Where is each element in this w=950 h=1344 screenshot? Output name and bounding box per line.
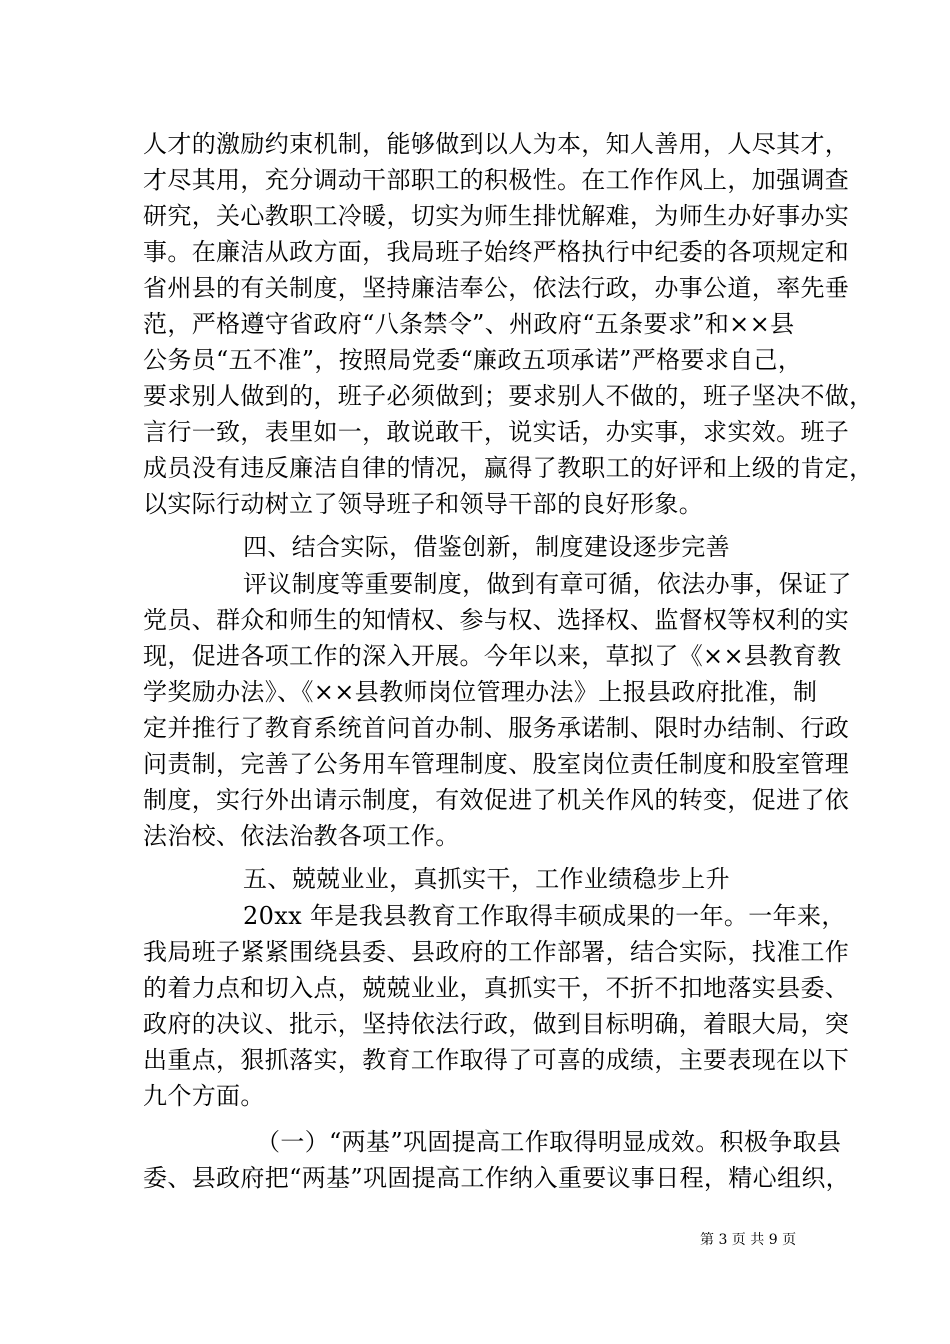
text-line: 的着力点和切入点，兢兢业业，真抓实干，不折不扣地落实县委、 xyxy=(143,974,850,1002)
text-line: 范，严格遵守省政府“八条禁令”、州政府“五条要求”和××县 xyxy=(143,310,795,338)
text-line: 委、县政府把“两基”巩固提高工作纳入重要议事日程，精心组织， xyxy=(143,1164,851,1192)
text-line: 人才的激励约束机制，能够做到以人为本，知人善用，人尽其才， xyxy=(143,130,850,158)
text-line: 问责制，完善了公务用车管理制度、股室岗位责任制度和股室管理 xyxy=(143,750,850,778)
section-heading: 五、兢兢业业，真抓实干，工作业绩稳步上升 xyxy=(243,865,730,893)
text-line: 政府的决议、批示，坚持依法行政，做到目标明确，着眼大局，突 xyxy=(143,1010,850,1038)
text-line: 成员没有违反廉洁自律的情况，赢得了教职工的好评和上级的肯定， xyxy=(143,454,874,482)
text-line: 学奖励办法》、《××县教师岗位管理办法》上报县政府批准，制 xyxy=(143,678,818,706)
text-line: 以实际行动树立了领导班子和领导干部的良好形象。 xyxy=(143,490,704,518)
text-line: 定并推行了教育系统首问首办制、服务承诺制、限时办结制、行政 xyxy=(143,714,850,742)
text-line: 党员、群众和师生的知情权、参与权、选择权、监督权等权利的实 xyxy=(143,606,850,634)
text-line: 研究，关心教职工冷暖，切实为师生排忧解难，为师生办好事办实 xyxy=(143,202,850,230)
text-line: 法治校、依法治教各项工作。 xyxy=(143,822,460,850)
text-line: 事。在廉洁从政方面，我局班子始终严格执行中纪委的各项规定和 xyxy=(143,238,850,266)
text-line: 才尽其用，充分调动干部职工的积极性。在工作作风上，加强调查 xyxy=(143,166,850,194)
text-line: 出重点，狠抓落实，教育工作取得了可喜的成绩，主要表现在以下 xyxy=(143,1046,850,1074)
text-line: 制度，实行外出请示制度，有效促进了机关作风的转变，促进了依 xyxy=(143,786,850,814)
text-line: 现，促进各项工作的深入开展。今年以来，草拟了《××县教育教 xyxy=(143,642,842,670)
text-line: 公务员“五不准”，按照局党委“廉政五项承诺”严格要求自己， xyxy=(143,346,803,374)
text-line: 九个方面。 xyxy=(143,1082,265,1110)
text-line: （一）“两基”巩固提高工作取得明显成效。积极争取县 xyxy=(256,1128,842,1156)
text-line: 省州县的有关制度，坚持廉洁奉公，依法行政，办事公道，率先垂 xyxy=(143,274,850,302)
text-line: 我局班子紧紧围绕县委、县政府的工作部署，结合实际，找准工作 xyxy=(143,938,850,966)
section-heading: 四、结合实际，借鉴创新，制度建设逐步完善 xyxy=(243,533,730,561)
text-line: 言行一致，表里如一，敢说敢干，说实话，办实事，求实效。班子 xyxy=(143,418,850,446)
text-line: 20xx 年是我县教育工作取得丰硕成果的一年。一年来， xyxy=(243,902,846,930)
text-line: 要求别人做到的，班子必须做到；要求别人不做的，班子坚决不做， xyxy=(143,382,874,410)
text-line: 评议制度等重要制度，做到有章可循，依法办事，保证了 xyxy=(243,570,852,598)
page-number: 第 3 页 共 9 页 xyxy=(700,1232,797,1248)
